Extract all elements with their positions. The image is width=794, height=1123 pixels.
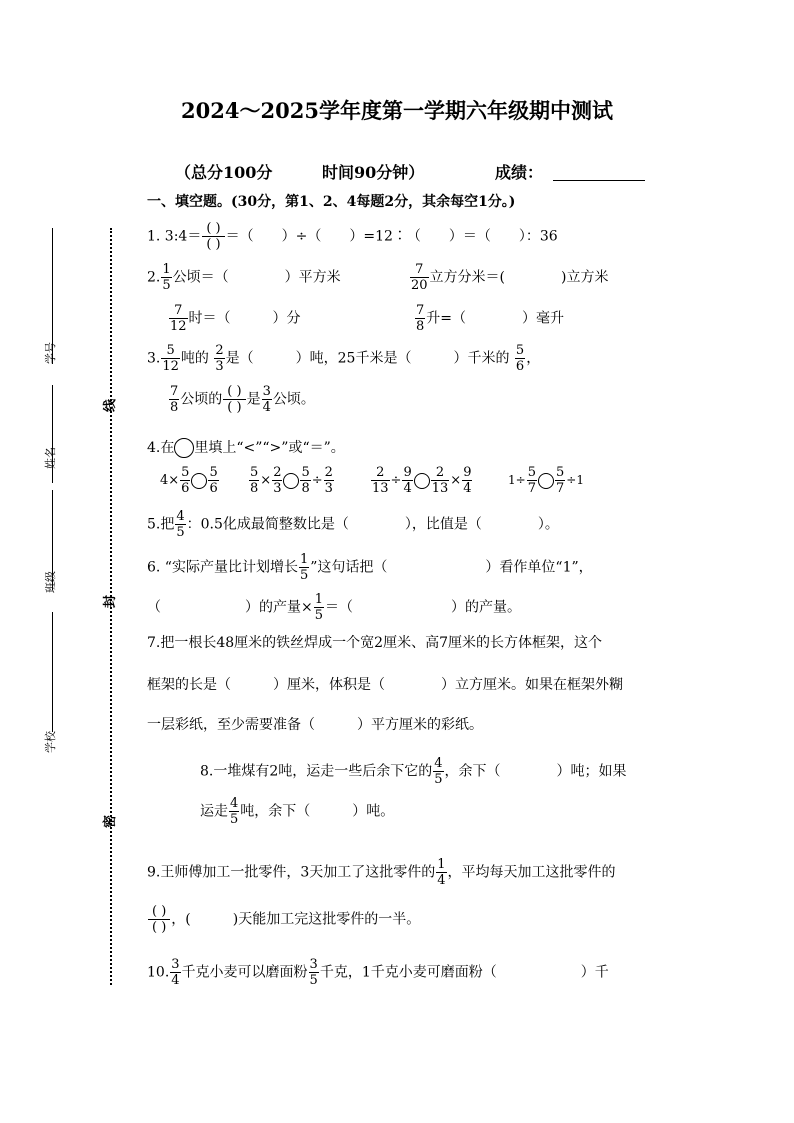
seal-seal-char: 封 bbox=[103, 594, 119, 609]
q3-frac-e[interactable]: $\frac{( )}{( )}$ bbox=[223, 385, 245, 414]
compare-circle-3[interactable] bbox=[414, 473, 430, 489]
q1-frac-num: ( ) bbox=[202, 222, 224, 237]
score-label: 成绩： bbox=[495, 163, 544, 182]
q2-c-text: 时＝（ ）分 bbox=[188, 310, 301, 327]
compare-circle-2[interactable] bbox=[283, 473, 299, 489]
q3-number: 3. bbox=[147, 350, 161, 367]
question-2c bbox=[168, 304, 301, 333]
q2-frac-c: $\frac{7}{12}$ bbox=[170, 303, 187, 334]
question-9: 9.王师傅加工一批零件，3天加工了这批零件的 $\frac{1}{4}$ ，平均每天加工这批零件的 bbox=[147, 857, 616, 888]
question-8: 8.一堆煤有2吨，运走一些后余下它的 $\frac{4}{5}$ ，余下（ ）吨；如果 bbox=[200, 756, 627, 787]
q2-number: 2. bbox=[147, 269, 161, 286]
q2-frac-a: $\frac{1}{5}$ bbox=[162, 262, 171, 293]
question-1 bbox=[147, 222, 558, 251]
question-2b bbox=[409, 263, 608, 292]
circle-icon bbox=[174, 438, 194, 458]
question-8b: 运走 $\frac{4}{5}$ 吨，余下（ ）吨。 bbox=[200, 796, 395, 827]
question-2d bbox=[414, 304, 564, 333]
class-label: 班级 bbox=[44, 571, 57, 593]
q1-frac-den: ( ) bbox=[206, 237, 221, 252]
q3-frac-a: $\frac{5}{12}$ bbox=[162, 343, 179, 374]
question-3 bbox=[147, 344, 540, 373]
q3-frac-d: $\frac{7}{8}$ bbox=[170, 384, 179, 415]
q3-f-text: 公顷。 bbox=[272, 391, 315, 408]
q3-b-text: 是（ ）吨，25千米是（ ）千米的 bbox=[225, 350, 510, 367]
q2-frac-d: $\frac{7}{8}$ bbox=[416, 303, 425, 334]
school-line bbox=[52, 612, 53, 732]
q2-d-text: 升=（ ）毫升 bbox=[426, 310, 565, 327]
q4-expr-1: 4× $\frac{5}{6}$ $\frac{5}{6}$ bbox=[160, 465, 218, 496]
question-7-line2: 框架的长是（ ）厘米，体积是（ ）立方厘米。如果在框架外糊 bbox=[147, 677, 623, 693]
q4-intro-a: 4.在 bbox=[147, 440, 175, 456]
question-2 bbox=[147, 263, 341, 292]
name-label: 姓名 bbox=[44, 447, 57, 469]
q4-expr-2: $\frac{5}{8}$ × $\frac{2}{3}$ $\frac{5}{8}$ ÷ $\frac{2}{3}$ bbox=[250, 465, 333, 496]
q3-d-text: 公顷的 bbox=[180, 391, 223, 408]
q2-frac-b: $\frac{7}{20}$ bbox=[411, 262, 428, 293]
score-blank[interactable] bbox=[553, 164, 645, 181]
seal-secret-char: 密 bbox=[103, 814, 119, 829]
compare-circle-4[interactable] bbox=[538, 473, 554, 489]
q3-frac-c: $\frac{5}{6}$ bbox=[515, 343, 525, 374]
q4-expr-4: 1÷ $\frac{5}{7}$ $\frac{5}{7}$ ÷1 bbox=[508, 465, 584, 496]
page-title: 2024～2025学年度第一学期六年级期中测试 bbox=[181, 98, 613, 123]
question-7-line1: 7.把一根长48厘米的铁丝焊成一个宽2厘米、高7厘米的长方体框架，这个 bbox=[147, 635, 602, 651]
compare-circle-1[interactable] bbox=[191, 473, 207, 489]
question-5: 5.把 $\frac{4}{5}$ ：0.5化成最简整数比是（ ），比值是（ ）。 bbox=[147, 509, 559, 540]
question-9b: $\frac{( )}{( )}$ ，( )天能加工完这批零件的一半。 bbox=[147, 905, 420, 934]
section-fill-blank: 一、填空题。(30分，第1、2、4每题2分，其余每空1分。) bbox=[147, 194, 516, 210]
q3-frac-f: $\frac{3}{4}$ bbox=[262, 384, 271, 415]
total-score: （总分100分 bbox=[175, 163, 273, 182]
q4-expr-3: $\frac{2}{13}$ ÷ $\frac{9}{4}$ $\frac{2}{13}$ × $\frac{9}{4}$ bbox=[372, 465, 472, 496]
q1-rest: ＝（ ）÷（ ）=12∶（ ）＝（ ）：36 bbox=[225, 228, 558, 245]
q2-a-text: 公顷＝（ ）平方米 bbox=[172, 269, 341, 286]
question-4 bbox=[147, 437, 345, 458]
school-label: 学校 bbox=[44, 731, 57, 753]
question-6b: （ ）的产量× $\frac{1}{5}$ ＝（ ）的产量。 bbox=[147, 592, 522, 623]
q3-e-text: 是 bbox=[246, 391, 261, 408]
time-limit: 时间90分钟） bbox=[322, 163, 425, 182]
question-7-line3: 一层彩纸，至少需要准备（ ）平方厘米的彩纸。 bbox=[147, 717, 483, 733]
student-no-label: 学号 bbox=[44, 342, 57, 364]
q3-frac-b: $\frac{2}{3}$ bbox=[215, 343, 224, 374]
question-10: 10. $\frac{3}{4}$ 千克小麦可以磨面粉 $\frac{3}{5}$ 千克，1千克小麦可磨面粉（ ）千 bbox=[147, 957, 609, 988]
q9-blank-fraction[interactable]: $\frac{( )}{( )}$ bbox=[148, 905, 170, 934]
question-3b bbox=[168, 385, 315, 414]
q1-fraction[interactable] bbox=[202, 222, 224, 251]
question-6: 6. “实际产量比计划增长 $\frac{1}{5}$ ”这句话把（ ）看作单位“1”， bbox=[147, 552, 593, 583]
q2-b-text: 立方分米＝( )立方米 bbox=[429, 269, 609, 286]
seal-line-char: 线 bbox=[103, 398, 119, 413]
q4-intro-b: 里填上“<”“>”或“＝”。 bbox=[194, 440, 345, 456]
q3-c-text: ， bbox=[526, 350, 541, 367]
q1-start: 1. 3:4＝ bbox=[147, 228, 202, 245]
q3-a-text: 吨的 bbox=[180, 350, 209, 367]
